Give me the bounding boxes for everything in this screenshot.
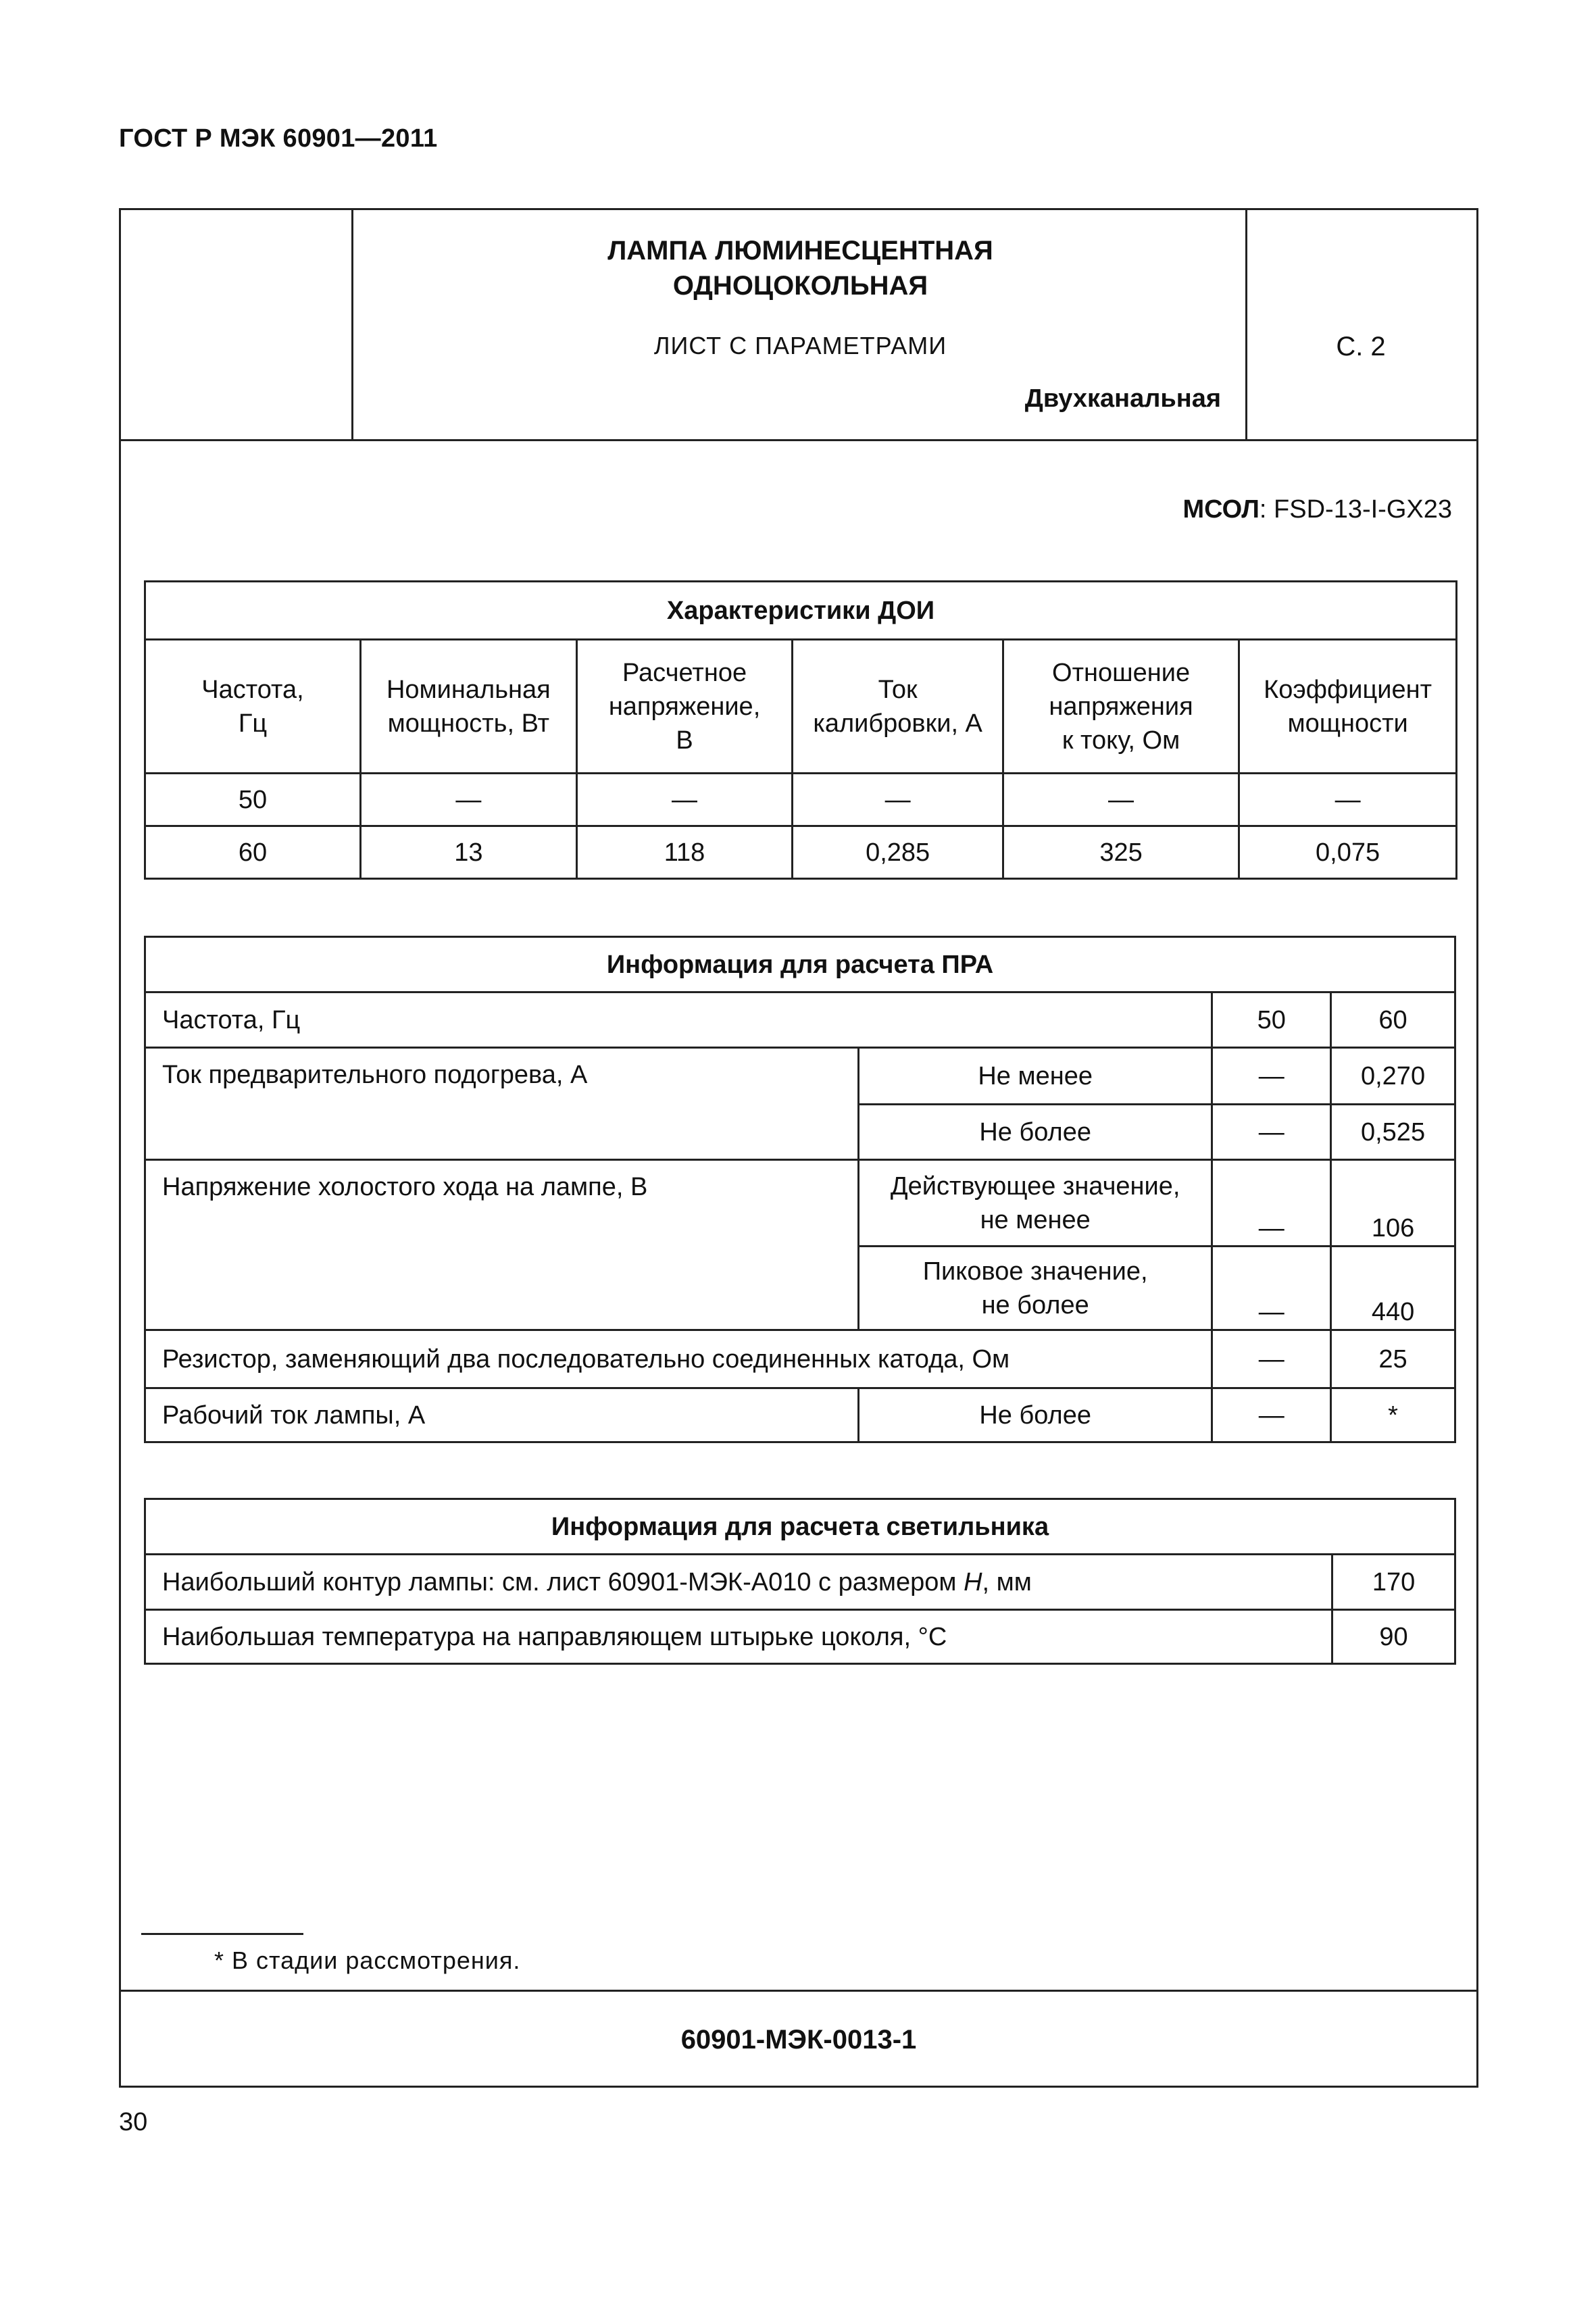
sheet-title-line1: ЛАМПА ЛЮМИНЕСЦЕНТНАЯ (607, 236, 993, 266)
max-temperature-value: 90 (1332, 1610, 1455, 1664)
table-row (145, 1610, 1455, 1664)
operating-current-60-cell: * (1331, 1388, 1455, 1442)
preheat-max-50-cell: — (1212, 1105, 1331, 1160)
doi-header-ratio: Отношение напряжения к току, Ом (1003, 640, 1239, 774)
doi-header-frequency: Частота, Гц (145, 640, 361, 774)
resistor-50-cell: — (1212, 1330, 1331, 1388)
table-cell: — (1003, 774, 1239, 826)
table-row (145, 774, 1457, 826)
sheet-subtitle: ЛИСТ С ПАРАМЕТРАМИ (653, 332, 947, 359)
luminaire-table-title: Информация для расчета светильника (145, 1499, 1455, 1555)
preheat-max-label: Не более (859, 1105, 1212, 1160)
title-block-right-cell (1245, 210, 1476, 439)
resistor-60-cell: 25 (1331, 1330, 1455, 1388)
sheet-title-block (121, 210, 1476, 441)
table-cell: 50 (145, 774, 361, 826)
table-row (145, 1160, 1455, 1247)
table-row (145, 992, 1455, 1048)
page-number: 30 (119, 2108, 148, 2136)
sheet-code: 60901-МЭК-0013-1 (121, 1990, 1476, 2086)
ocv-rms-50-cell: — (1212, 1160, 1331, 1247)
table-cell: — (576, 774, 793, 826)
document-standard-header: ГОСТ Р МЭК 60901—2011 (119, 124, 438, 153)
luminaire-info-table (144, 1498, 1456, 1665)
preheat-min-50-cell: — (1212, 1048, 1331, 1105)
table-row (145, 826, 1457, 879)
frequency-60-cell: 60 (1331, 992, 1455, 1048)
table-cell: 60 (145, 826, 361, 879)
ocv-rms-60-cell: 106 (1331, 1160, 1455, 1247)
table-row (145, 1555, 1455, 1610)
doi-header-power: Номинальная мощность, Вт (360, 640, 576, 774)
table-cell: 325 (1003, 826, 1239, 879)
operating-current-condition: Не более (859, 1388, 1212, 1442)
mcol-value: : FSD-13-I-GX23 (1259, 495, 1452, 524)
frequency-label: Частота, Гц (145, 992, 1212, 1048)
preheat-min-60-cell: 0,270 (1331, 1048, 1455, 1105)
sheet-page-label: С. 2 (1336, 332, 1386, 361)
table-cell: 13 (360, 826, 576, 879)
footnote-divider (141, 1933, 303, 1935)
sheet-title (353, 233, 1247, 303)
table-cell: — (1239, 774, 1457, 826)
table-cell: 0,285 (793, 826, 1003, 879)
frequency-50-cell: 50 (1212, 992, 1331, 1048)
ocv-peak-50-cell: — (1212, 1247, 1331, 1330)
mcol-label: МСОЛ (1182, 495, 1260, 524)
table-cell: — (360, 774, 576, 826)
ocv-rms-condition: Действующее значение, не менее (859, 1160, 1212, 1247)
footnote: * В стадии рассмотрения. (214, 1946, 521, 1974)
sheet-title-line2: ОДНОЦОКОЛЬНАЯ (672, 271, 928, 301)
operating-current-50-cell: — (1212, 1388, 1331, 1442)
table-cell: 118 (576, 826, 793, 879)
ballast-info-table (144, 936, 1456, 1443)
table-cell: 0,075 (1239, 826, 1457, 879)
doi-header-current: Ток калибровки, А (793, 640, 1003, 774)
operating-current-label: Рабочий ток лампы, А (145, 1388, 859, 1442)
table-cell: — (793, 774, 1003, 826)
table-row (145, 1388, 1455, 1442)
max-contour-label: Наибольший контур лампы: см. лист 60901-МЭК-А010 с размером H, мм (145, 1555, 1332, 1610)
doi-header-power-factor: Коэффициент мощности (1239, 640, 1457, 774)
preheat-max-60-cell: 0,525 (1331, 1105, 1455, 1160)
title-block-left-cell (121, 210, 353, 439)
preheat-min-label: Не менее (859, 1048, 1212, 1105)
doi-header-voltage: Расчетное напряжение, В (576, 640, 793, 774)
doi-characteristics-table (144, 580, 1457, 880)
parameter-sheet-frame (119, 208, 1478, 2088)
resistor-label: Резистор, заменяющий два последовательно соединенных катода, Ом (145, 1330, 1212, 1388)
preheat-current-label: Ток предварительного подогрева, А (145, 1048, 859, 1160)
table-row (145, 1330, 1455, 1388)
mcol-designation (1182, 495, 1452, 524)
ocv-peak-60-cell: 440 (1331, 1247, 1455, 1330)
sheet-variant: Двухканальная (1024, 384, 1221, 413)
max-temperature-label: Наибольшая температура на направляющем штырьке цоколя, °С (145, 1610, 1332, 1664)
table-row (145, 1048, 1455, 1105)
ocv-peak-condition: Пиковое значение, не более (859, 1247, 1212, 1330)
open-circuit-voltage-label: Напряжение холостого хода на лампе, В (145, 1160, 859, 1330)
max-contour-value: 170 (1332, 1555, 1455, 1610)
ballast-table-title: Информация для расчета ПРА (145, 937, 1455, 992)
doi-table-title: Характеристики ДОИ (145, 582, 1457, 640)
